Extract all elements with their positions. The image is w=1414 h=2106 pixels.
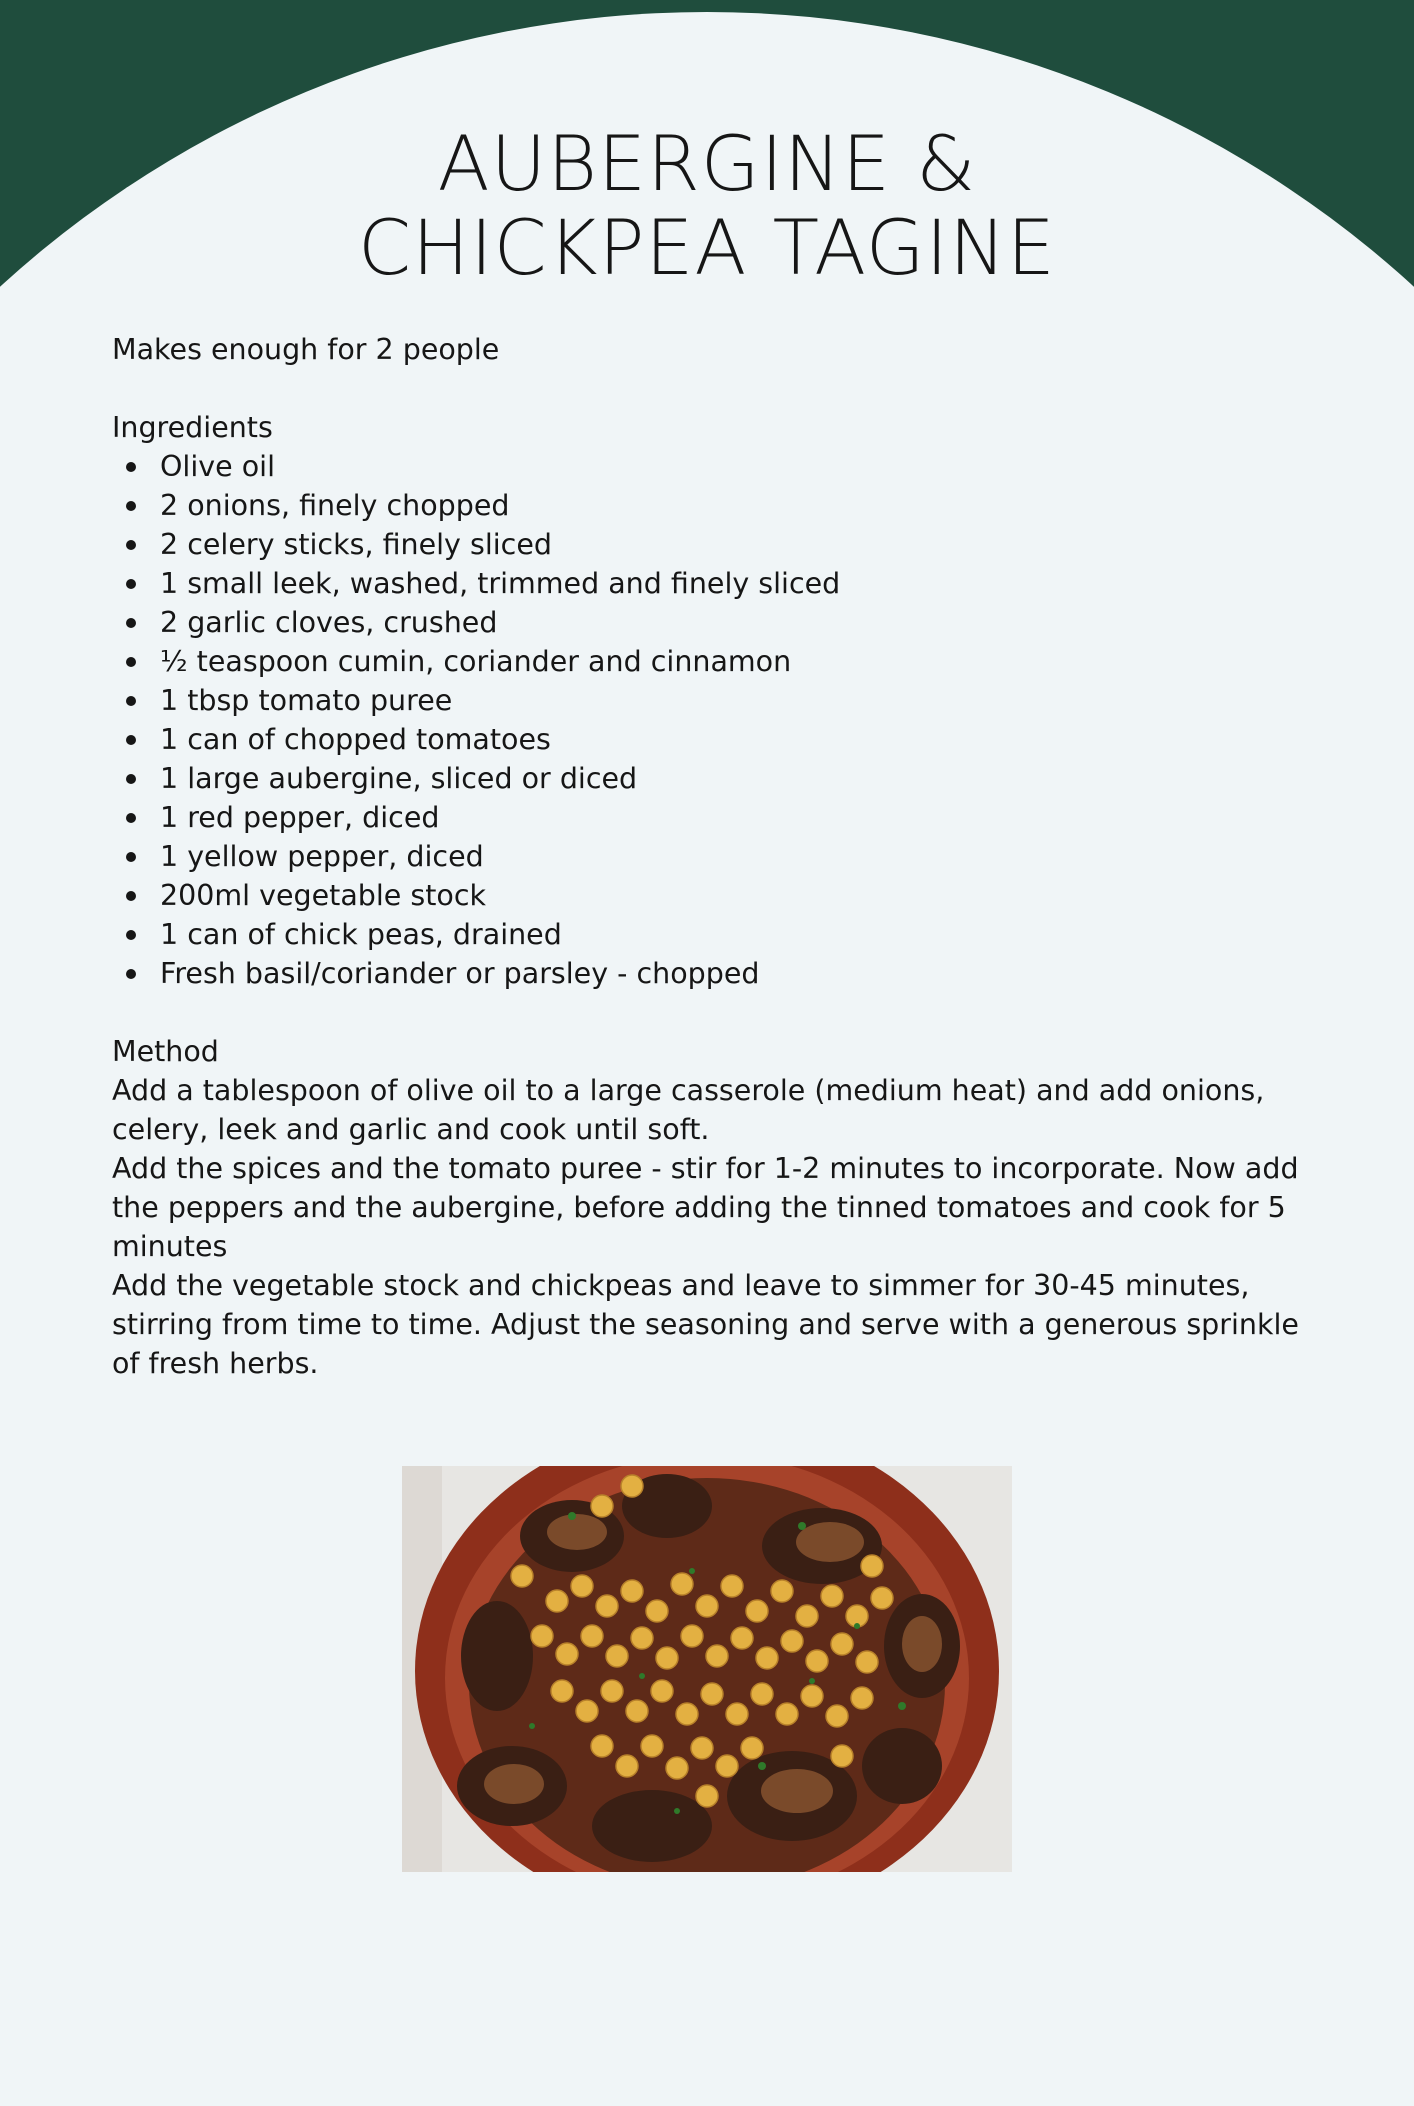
ingredient-text: 1 yellow pepper, diced [160,840,484,873]
ingredient-text: 1 large aubergine, sliced or diced [160,762,638,795]
ingredient-text: Fresh basil/coriander or parsley - chopped [160,957,760,990]
bullet-icon [126,462,136,472]
bullet-icon [126,579,136,589]
ingredient-item [160,837,1312,876]
ingredient-item [160,798,1312,837]
ingredient-text: Olive oil [160,450,276,483]
ingredient-item [160,876,1312,915]
ingredient-item [160,642,1312,681]
bullet-icon [126,618,136,628]
tagine-dish-photo [402,1466,1012,1872]
ingredient-text: 1 tbsp tomato puree [160,684,453,717]
ingredient-text: 1 red pepper, diced [160,801,440,834]
method-step: Add the vegetable stock and chickpeas and leave to simmer for 30-45 minutes, stirring from time to time. Adjust the seasoning and serve with a generous sprinkle of fresh herbs. [112,1269,1299,1380]
ingredient-text: 1 small leek, washed, trimmed and finely sliced [160,567,841,600]
bullet-icon [126,774,136,784]
ingredient-item [160,915,1312,954]
ingredient-text: ½ teaspoon cumin, coriander and cinnamon [160,645,792,678]
ingredient-item [160,720,1312,759]
ingredient-item [160,603,1312,642]
serving-size: Makes enough for 2 people [112,333,500,366]
spacer [112,369,1312,408]
bullet-icon [126,852,136,862]
method-heading: Method [112,1035,219,1068]
method-step: Add the spices and the tomato puree - stir for 1-2 minutes to incorporate. Now add the peppers and the aubergine, before adding the tinned tomatoes and cook for 5 minutes [112,1152,1299,1263]
bullet-icon [126,735,136,745]
recipe-title-line-1: AUBERGINE & [437,119,977,208]
ingredient-item [160,486,1312,525]
recipe-content [112,330,1312,1383]
ingredients-heading: Ingredients [112,411,273,444]
ingredient-item [160,564,1312,603]
recipe-title-line-2: CHICKPEA TAGINE [358,203,1056,292]
bullet-icon [126,930,136,940]
ingredient-item [160,759,1312,798]
method-step: Add a tablespoon of olive oil to a large casserole (medium heat) and add onions, celery, leek and garlic and cook until soft. [112,1074,1265,1146]
ingredient-text: 2 onions, finely chopped [160,489,510,522]
spacer [112,993,1312,1032]
recipe-title [0,119,1414,292]
ingredient-item [160,681,1312,720]
ingredient-item [160,525,1312,564]
ingredient-text: 1 can of chick peas, drained [160,918,562,951]
ingredient-text: 200ml vegetable stock [160,879,487,912]
ingredients-list [112,447,1312,993]
ingredient-text: 2 garlic cloves, crushed [160,606,498,639]
ingredient-text: 2 celery sticks, finely sliced [160,528,552,561]
ingredient-item [160,447,1312,486]
bullet-icon [126,540,136,550]
bullet-icon [126,813,136,823]
bullet-icon [126,696,136,706]
bullet-icon [126,501,136,511]
bullet-icon [126,891,136,901]
bullet-icon [126,657,136,667]
ingredient-item [160,954,1312,993]
ingredient-text: 1 can of chopped tomatoes [160,723,551,756]
bullet-icon [126,969,136,979]
